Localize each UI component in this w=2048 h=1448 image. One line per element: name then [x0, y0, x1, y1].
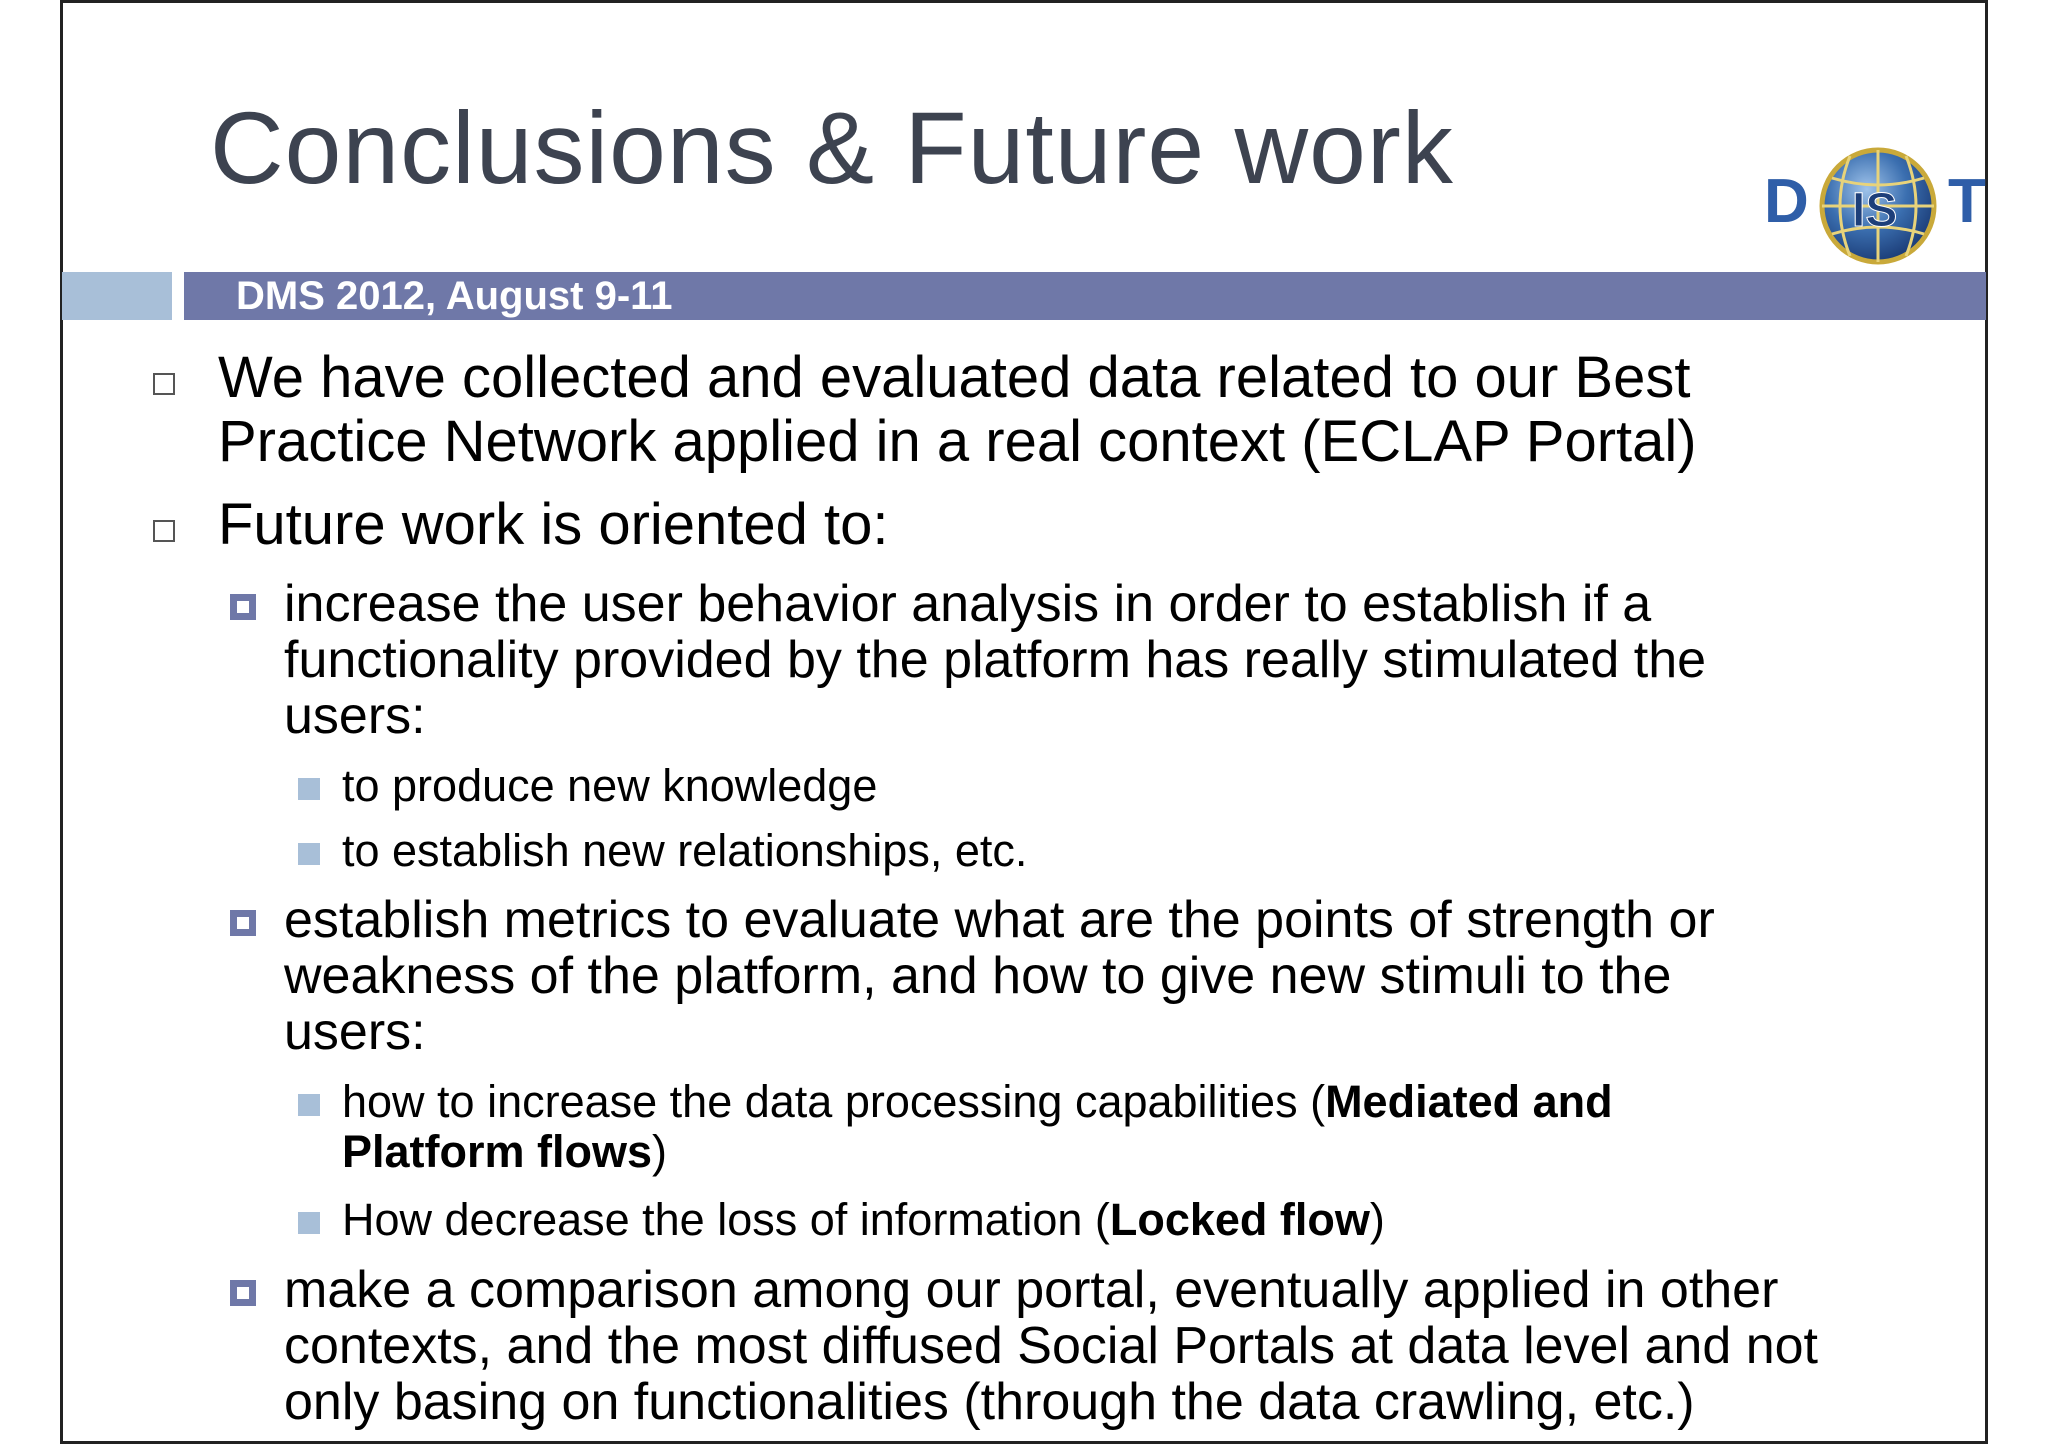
bullet-square-outline — [153, 373, 175, 395]
header-band-accent — [62, 272, 172, 320]
logo-letter-d: D — [1764, 167, 1809, 236]
sub-sub-bullet-text — [342, 1126, 667, 1178]
bullet-square-small — [298, 778, 320, 800]
sub-bullet-text: contexts, and the most diffused Social Portals at data level and not — [284, 1317, 1818, 1375]
sub-sub-bullet-text — [342, 1194, 1385, 1246]
bullet-square-small — [298, 1212, 320, 1234]
text-bold: Locked flow — [1109, 1194, 1370, 1245]
bullet-text: Practice Network applied in a real context (ECLAP Portal) — [218, 409, 1697, 474]
bullet-square-filled — [230, 910, 256, 936]
sub-bullet-text: make a comparison among our portal, eventually applied in other — [284, 1261, 1779, 1319]
sub-bullet-text: only basing on functionalities (through the data crawling, etc.) — [284, 1373, 1695, 1431]
bullet-square-filled — [230, 1280, 256, 1306]
sub-bullet-text: users: — [284, 1003, 426, 1061]
sub-sub-bullet-text — [342, 1076, 1613, 1128]
text-bold: Platform flows — [342, 1126, 653, 1177]
logo-letter-t: T — [1948, 167, 1986, 236]
slide-top-border — [60, 0, 1988, 3]
bullet-square-outline — [153, 520, 175, 542]
logo-globe-letters: IS — [1852, 184, 1898, 237]
text-bold: Mediated and — [1325, 1076, 1613, 1127]
conference-label: DMS 2012, August 9-11 — [236, 274, 673, 318]
sub-bullet-text: increase the user behavior analysis in order to establish if a — [284, 575, 1652, 633]
bullet-text: Future work is oriented to: — [218, 492, 889, 557]
bullet-square-filled — [230, 594, 256, 620]
text-part: how to increase the data processing capabilities ( — [342, 1076, 1326, 1127]
sub-sub-bullet-text: to establish new relationships, etc. — [342, 825, 1028, 876]
slide-title: Conclusions & Future work — [210, 91, 1454, 205]
text-part: ) — [1369, 1194, 1385, 1245]
bullet-text: We have collected and evaluated data related to our Best — [218, 345, 1691, 410]
sub-bullet-text: weakness of the platform, and how to give new stimuli to the — [284, 947, 1672, 1005]
sub-bullet-text: users: — [284, 687, 426, 745]
disit-logo — [1760, 142, 1992, 276]
bullet-square-small — [298, 1094, 320, 1116]
text-part: ) — [652, 1126, 668, 1177]
sub-sub-bullet-text: to produce new knowledge — [342, 760, 878, 811]
bullet-square-small — [298, 843, 320, 865]
text-part: How decrease the loss of information ( — [342, 1194, 1110, 1245]
sub-bullet-text: functionality provided by the platform has really stimulated the — [284, 631, 1707, 689]
sub-bullet-text: establish metrics to evaluate what are the points of strength or — [284, 891, 1715, 949]
